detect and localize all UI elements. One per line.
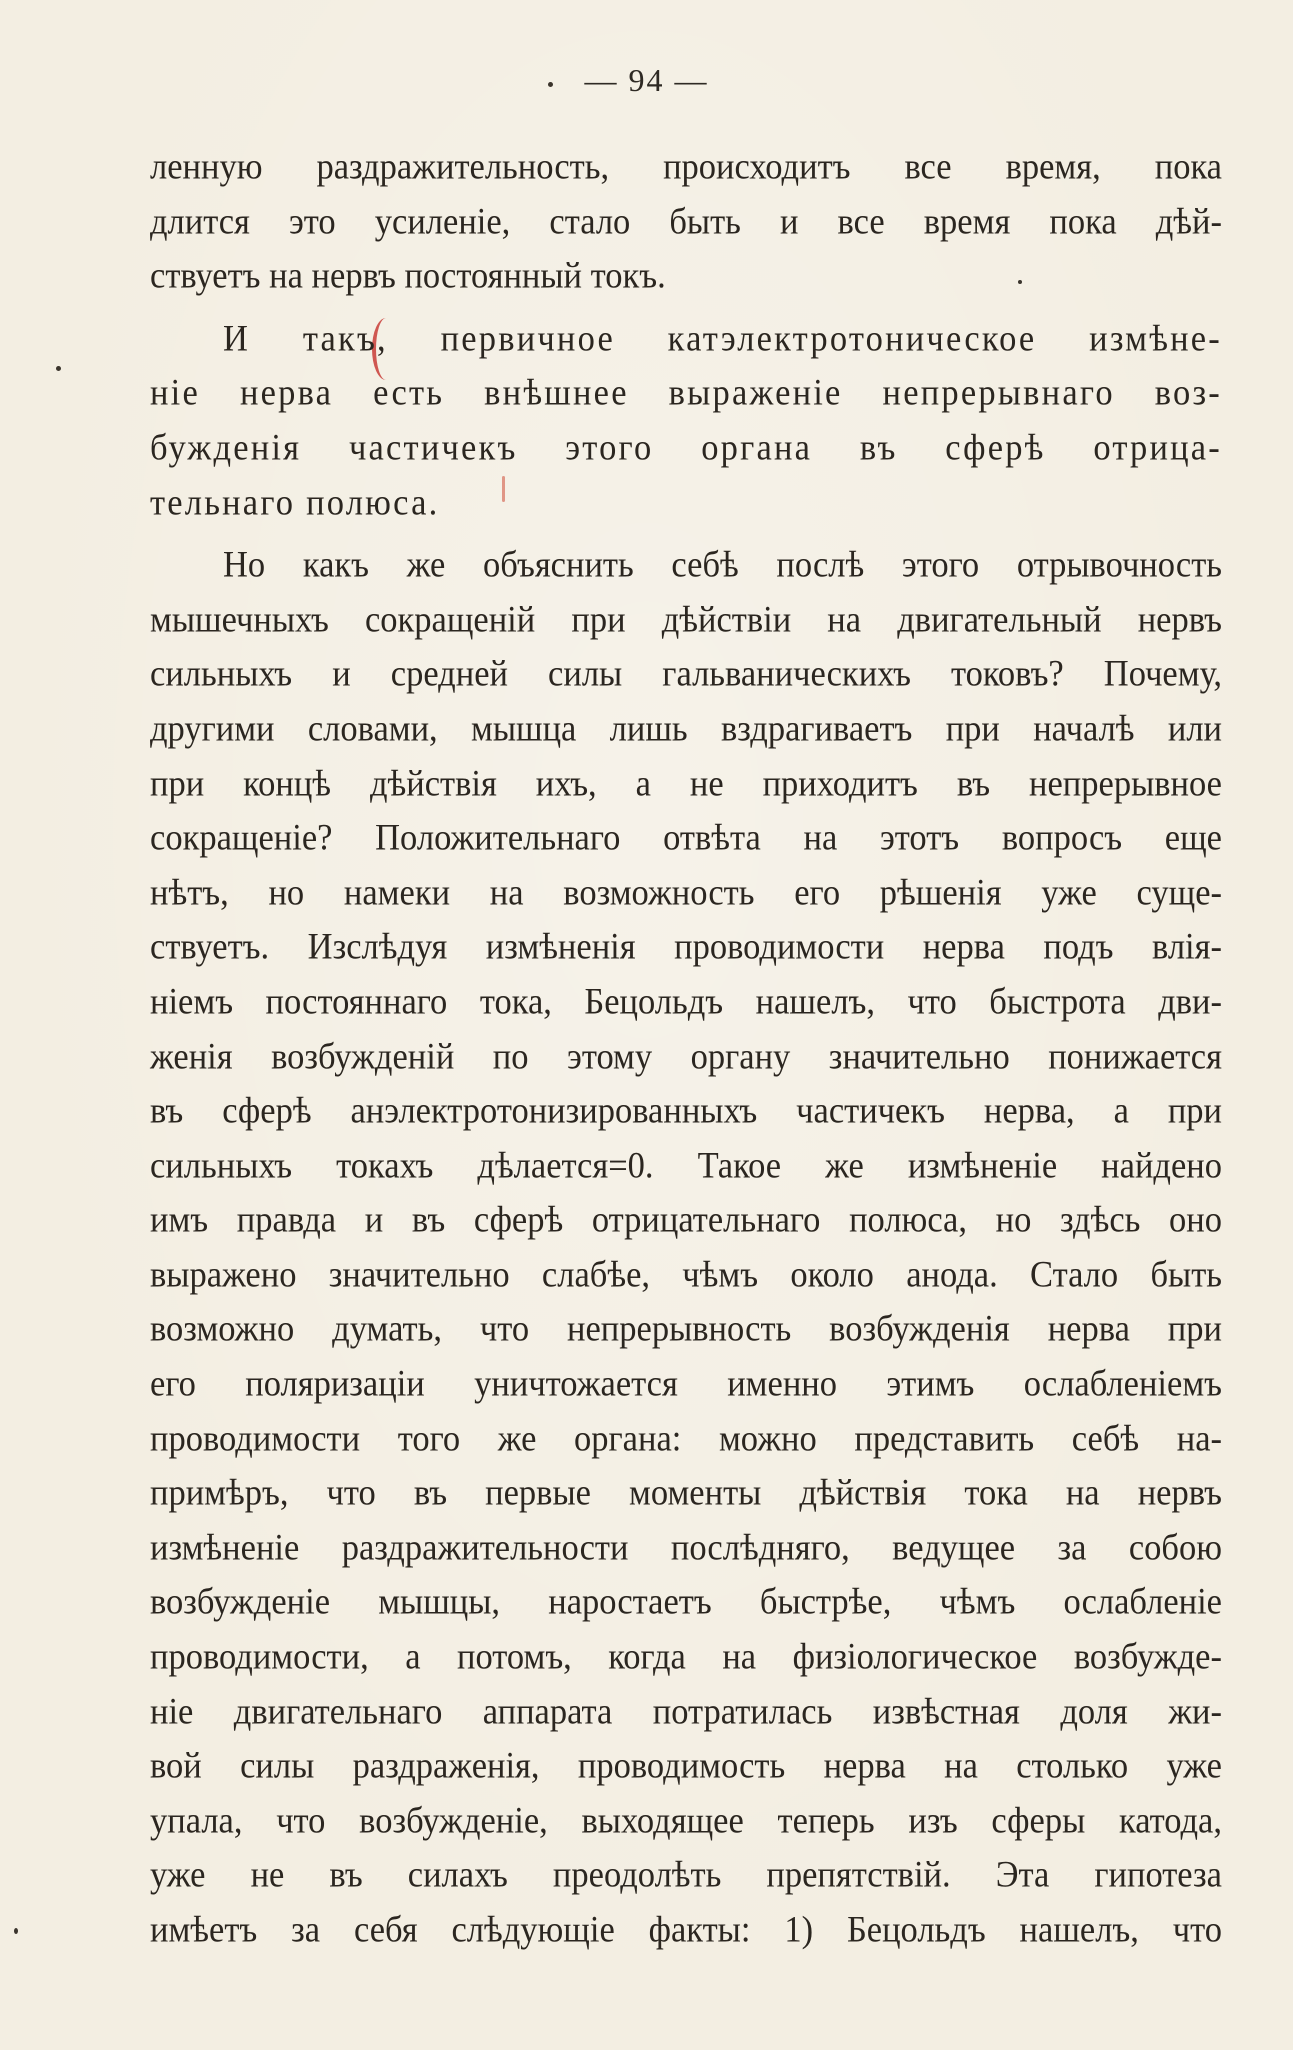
text-line: сокращеніе? Положительнаго отвѣта на этотъ вопросъ еще — [150, 817, 1222, 859]
text-line: проводимости того же органа: можно представить себѣ на- — [150, 1418, 1222, 1459]
text-line: имѣетъ за себя слѣдующіе факты: 1) Бецольдъ нашелъ, что — [150, 1909, 1222, 1951]
text-line: возможно думать, что непрерывность возбужденія нерва при — [150, 1309, 1222, 1350]
text-line: выражено значительно слабѣе, чѣмъ около анода. Стало быть — [150, 1254, 1222, 1295]
text-line: ніе двигательнаго аппарата потратилась извѣстная доля жи- — [150, 1691, 1222, 1732]
text-line: въ сферѣ анэлектротонизированныхъ частичекъ нерва, а при — [150, 1090, 1222, 1132]
text-line: И такъ, первичное катэлектротоническое измѣне- — [223, 318, 1222, 359]
text-line: тельнаго полюса. — [150, 482, 440, 523]
text-line: ленную раздражительность, происходитъ все время, пока — [150, 146, 1222, 188]
text-line: возбужденіе мышцы, наростаетъ быстрѣе, чѣмъ ослабленіе — [150, 1582, 1222, 1623]
page-header — [0, 62, 1293, 99]
text-line: женія возбужденій по этому органу значительно понижается — [150, 1036, 1222, 1077]
body-text — [150, 140, 1222, 1958]
text-line: ствуетъ на нервъ постоянный токъ. — [150, 256, 666, 297]
text-line: ніе нерва есть внѣшнее выраженіе непрерывнаго воз- — [150, 373, 1222, 414]
text-line: ніемъ постояннаго тока, Бецольдъ нашелъ, что быстрота дви- — [150, 981, 1222, 1023]
text-line: мышечныхъ сокращеній при дѣйствіи на двигательный нервъ — [150, 599, 1222, 640]
text-line: бужденія частичекъ этого органа въ сферѣ отрица- — [150, 427, 1222, 469]
text-line: измѣненіе раздражительности послѣдняго, ведущее за собою — [150, 1527, 1222, 1568]
text-line: при концѣ дѣйствія ихъ, а не приходитъ въ непрерывное — [150, 763, 1222, 804]
ink-speck — [56, 366, 61, 371]
text-line: сильныхъ и средней силы гальваническихъ токовъ? Почему, — [150, 654, 1222, 695]
text-line: сильныхъ токахъ дѣлается=0. Такое же измѣненіе найдено — [150, 1145, 1222, 1186]
text-line: уже не въ силахъ преодолѣть препятствій. Эта гипотеза — [150, 1855, 1222, 1896]
page-number: — 94 — — [584, 62, 709, 98]
text-line: Но какъ же объяснить себѣ послѣ этого отрывочность — [223, 544, 1222, 586]
text-line: упала, что возбужденіе, выходящее теперь изъ сферы катода, — [150, 1800, 1222, 1841]
text-line: нѣтъ, но намеки на возможность его рѣшенія уже суще- — [150, 872, 1222, 913]
text-line: длится это усиленіе, стало быть и все время пока дѣй- — [150, 201, 1222, 242]
header-dot-mark — [548, 82, 553, 87]
text-line: другими словами, мышца лишь вздрагиваетъ при началѣ или — [150, 708, 1222, 750]
text-line: проводимости, а потомъ, когда на физіологическое возбужде- — [150, 1636, 1222, 1678]
text-line: его поляризаціи уничтожается именно этимъ ослабленіемъ — [150, 1363, 1222, 1405]
text-line: имъ правда и въ сферѣ отрицательнаго полюса, но здѣсь оно — [150, 1200, 1222, 1241]
text-line: ствуетъ. Изслѣдуя измѣненія проводимости нерва подъ влія- — [150, 927, 1222, 968]
text-line: примѣръ, что въ первые моменты дѣйствія тока на нервъ — [150, 1473, 1222, 1514]
ink-speck — [14, 1928, 18, 1934]
text-line: вой силы раздраженія, проводимость нерва на столько уже — [150, 1746, 1222, 1787]
